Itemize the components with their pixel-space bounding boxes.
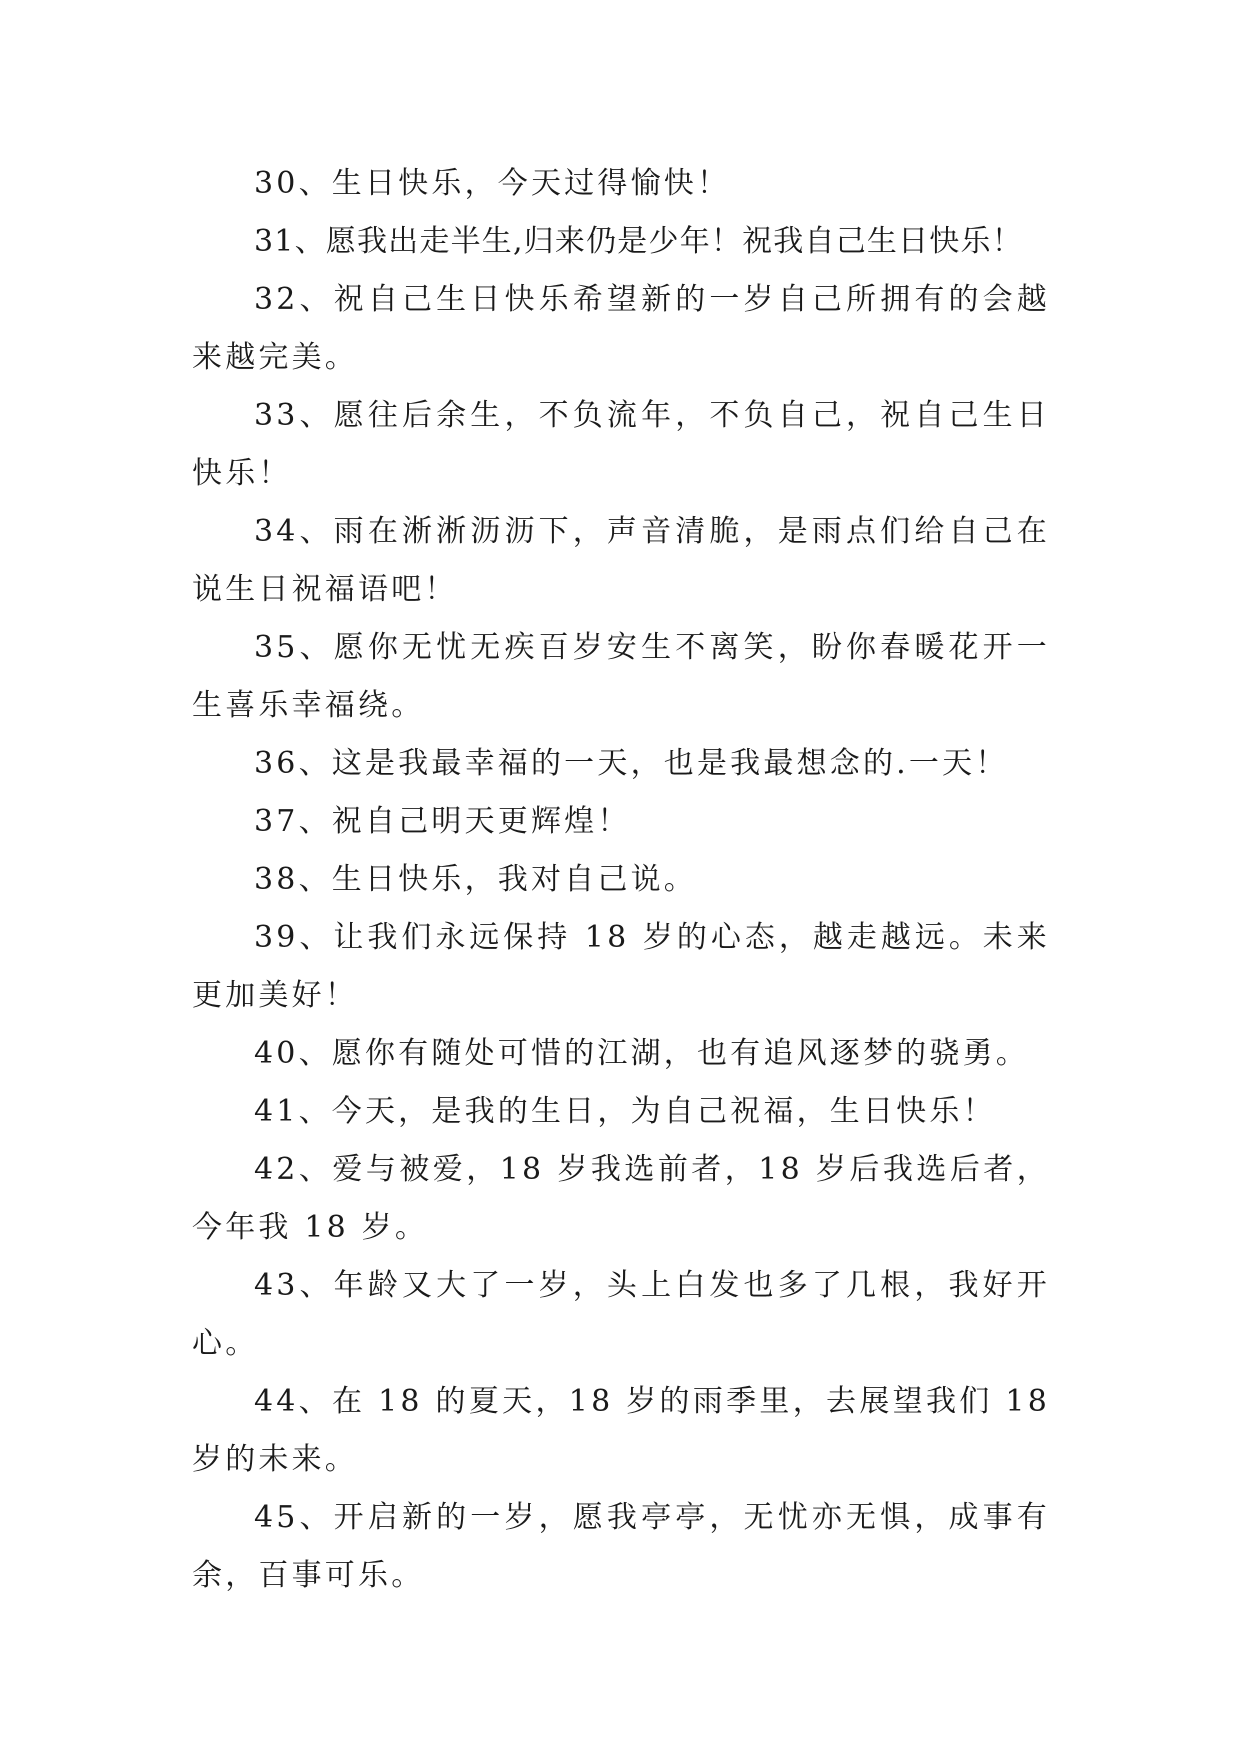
paragraph-42: 42、爱与被爱，18 岁我选前者，18 岁后我选后者，今年我 18 岁。 bbox=[192, 1152, 1050, 1245]
paragraph-44: 44、在 18 的夏天，18 岁的雨季里，去展望我们 18 岁的未来。 bbox=[192, 1384, 1050, 1477]
paragraph-40: 40、愿你有随处可惜的江湖，也有追风逐梦的骁勇。 bbox=[254, 1036, 1029, 1071]
paragraph-31: 31、愿我出走半生,归来仍是少年！祝我自己生日快乐！ bbox=[254, 224, 1023, 259]
paragraph-36: 36、这是我最幸福的一天，也是我最想念的.一天！ bbox=[254, 746, 1009, 781]
paragraph-38: 38、生日快乐，我对自己说。 bbox=[254, 862, 697, 897]
paragraph-37: 37、祝自己明天更辉煌！ bbox=[254, 804, 631, 839]
paragraph-39: 39、让我们永远保持 18 岁的心态，越走越远。未来更加美好！ bbox=[192, 920, 1050, 1013]
paragraph-33: 33、愿往后余生，不负流年，不负自己，祝自己生日快乐！ bbox=[192, 398, 1050, 491]
paragraph-30: 30、生日快乐，今天过得愉快！ bbox=[254, 166, 731, 201]
document-body bbox=[192, 155, 1050, 1605]
paragraph-35: 35、愿你无忧无疾百岁安生不离笑，盼你春暖花开一生喜乐幸福绕。 bbox=[192, 630, 1050, 723]
paragraph-45: 45、开启新的一岁，愿我亭亭，无忧亦无惧，成事有余，百事可乐。 bbox=[192, 1500, 1050, 1593]
paragraph-43: 43、年龄又大了一岁，头上白发也多了几根，我好开心。 bbox=[192, 1268, 1050, 1361]
paragraph-41: 41、今天，是我的生日，为自己祝福，生日快乐！ bbox=[254, 1094, 996, 1129]
paragraph-34: 34、雨在淅淅沥沥下，声音清脆，是雨点们给自己在说生日祝福语吧！ bbox=[192, 514, 1050, 607]
paragraph-32: 32、祝自己生日快乐希望新的一岁自己所拥有的会越来越完美。 bbox=[192, 282, 1050, 375]
